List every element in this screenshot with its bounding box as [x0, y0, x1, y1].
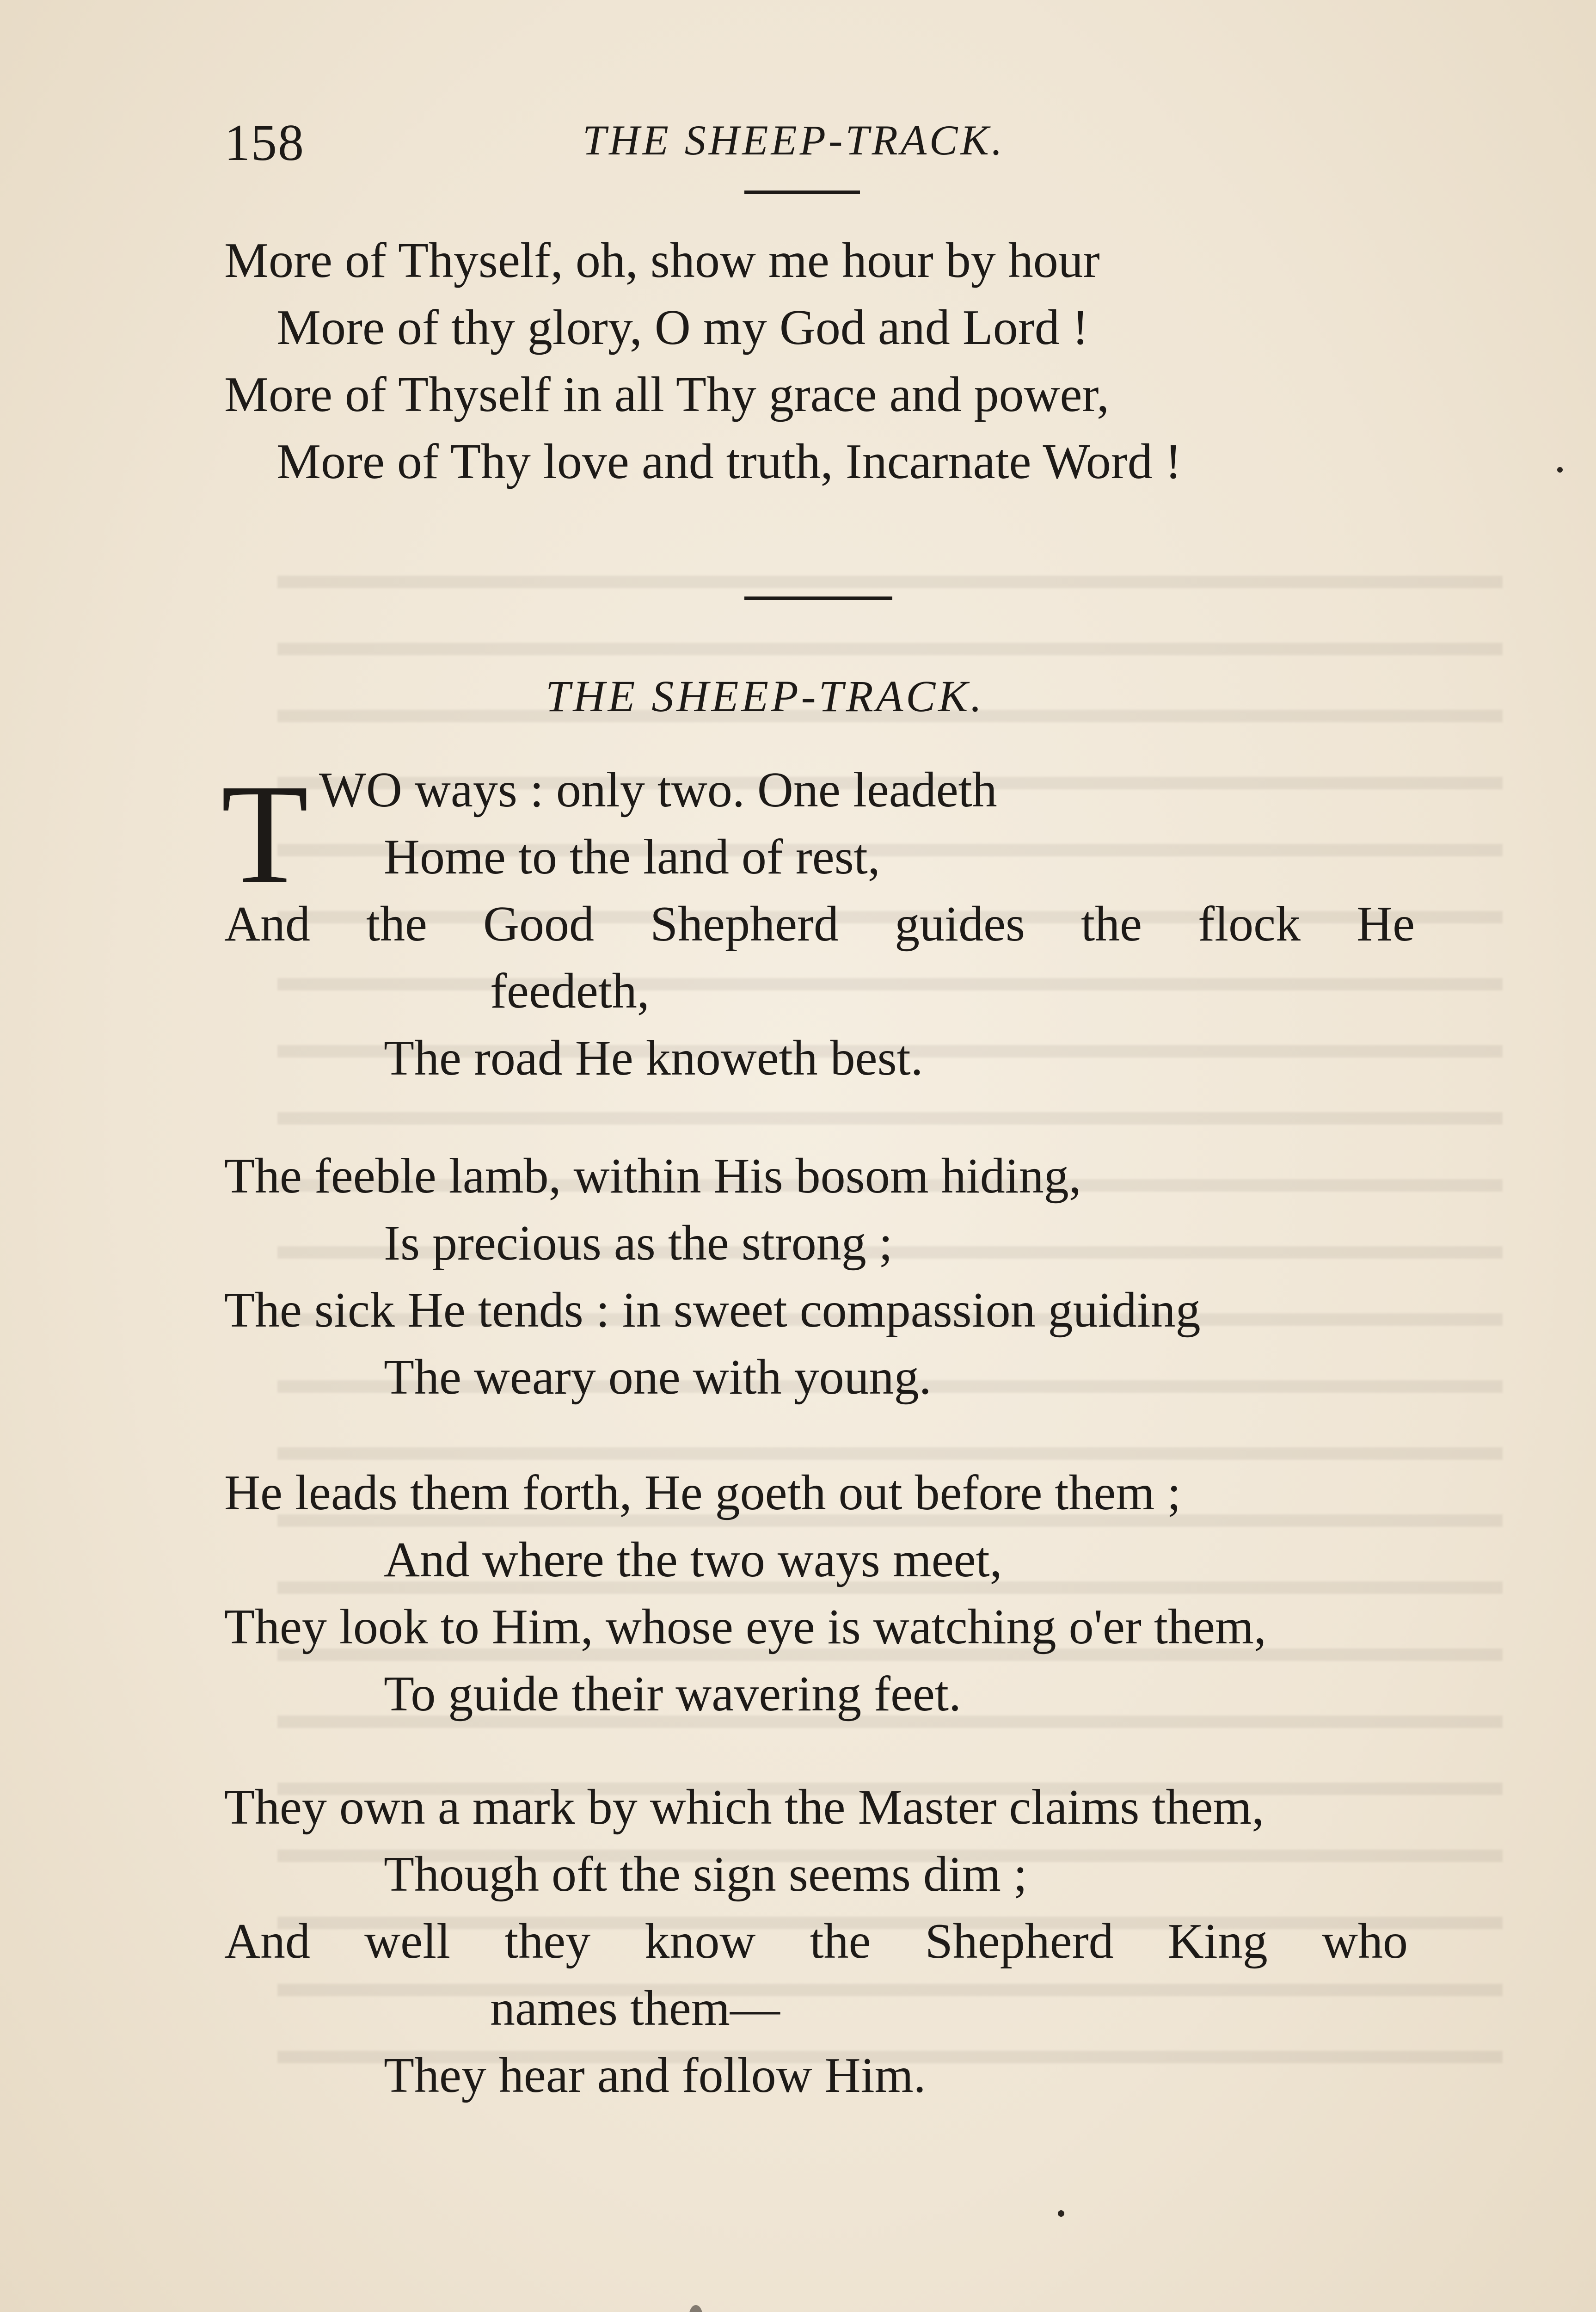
poem-line: They hear and follow Him.	[384, 2048, 926, 2103]
poem-line: Though oft the sign seems dim ;	[384, 1847, 1027, 1902]
intro-line: More of Thy love and truth, Incarnate Word !	[276, 434, 1182, 489]
intro-line: More of Thyself, oh, show me hour by hour	[224, 233, 1100, 288]
ink-speck	[1557, 467, 1563, 473]
header-rule	[744, 191, 860, 194]
poem-line: And well they know the Shepherd King who	[224, 1914, 1408, 1969]
poem-line: The weary one with young.	[384, 1350, 932, 1405]
poem-line: Is precious as the strong ;	[384, 1216, 893, 1271]
poem-line: The sick He tends : in sweet compassion guiding	[224, 1283, 1201, 1338]
intro-line: More of thy glory, O my God and Lord !	[276, 300, 1089, 355]
poem-line: He leads them forth, He goeth out before them ;	[224, 1465, 1181, 1520]
poem-title: THE SHEEP-TRACK.	[546, 671, 985, 721]
poem-line: To guide their wavering feet.	[384, 1666, 961, 1722]
poem-line: They own a mark by which the Master claims them,	[224, 1780, 1265, 1835]
poem-line: feedeth,	[490, 964, 650, 1019]
ink-speck	[689, 2305, 703, 2312]
poem-line: Home to the land of rest,	[384, 830, 880, 885]
section-rule	[744, 596, 892, 600]
poem-line: The feeble lamb, within His bosom hiding,	[224, 1149, 1081, 1204]
ink-speck	[1058, 2210, 1064, 2217]
page-number: 158	[224, 114, 305, 172]
poem-line: They look to Him, whose eye is watching o'er them,	[224, 1599, 1266, 1654]
drop-cap: T	[221, 755, 309, 914]
poem-line: The road He knoweth best.	[384, 1031, 923, 1086]
poem-line: names them—	[490, 1981, 780, 2036]
running-title: THE SHEEP-TRACK.	[583, 117, 1005, 164]
intro-line: More of Thyself in all Thy grace and power,	[224, 367, 1110, 422]
poem-line: WO ways : only two. One leadeth	[319, 762, 997, 818]
poem-line: And where the two ways meet,	[384, 1532, 1002, 1587]
poem-line: And the Good Shepherd guides the flock He	[224, 897, 1415, 952]
